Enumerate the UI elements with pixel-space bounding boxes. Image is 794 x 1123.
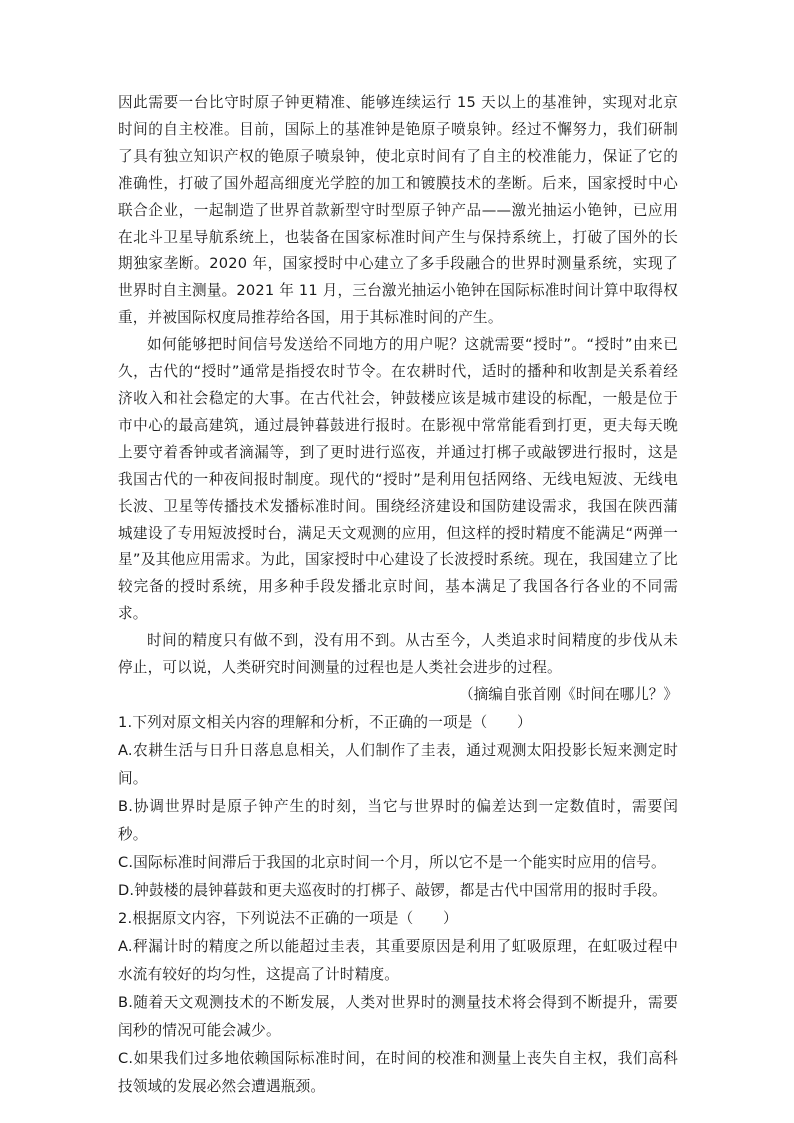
question-1-option-c: C.国际标准时间滞后于我国的北京时间一个月，所以它不是一个能实时应用的信号。 (118, 853, 666, 871)
question-2-option-c: C.如果我们过多地依赖国际标准时间，在时间的校准和测量上丧失自主权，我们高科技领域的发展必然会遭遇瓶颈。 (118, 1049, 678, 1095)
question-1 (118, 709, 678, 905)
document-page (118, 90, 678, 1101)
question-2 (118, 905, 678, 1101)
question-2-option-b: B.随着天文观测技术的不断发展，人类对世界时的测量技术将会得到不断提升，需要闰秒的情况可能会减少。 (118, 993, 678, 1039)
question-2-option-a: A.秤漏计时的精度之所以能超过圭表，其重要原因是利用了虹吸原理，在虹吸过程中水流有较好的均匀性，这提高了计时精度。 (118, 937, 678, 983)
question-2-stem: 2.根据原文内容，下列说法不正确的一项是（ ） (118, 909, 458, 927)
question-1-option-d: D.钟鼓楼的晨钟暮鼓和更夫巡夜时的打梆子、敲锣，都是古代中国常用的报时手段。 (118, 881, 667, 899)
article-source: （摘编自张首刚《时间在哪儿？》 (459, 685, 678, 703)
article-paragraph-1: 因此需要一台比守时原子钟更精准、能够连续运行 15 天以上的基准钟，实现对北京时间的自主校准。目前，国际上的基准钟是铯原子喷泉钟。经过不懈努力，我们研制了具有独立知识产权的铯原子喷泉钟，使北京时间有了自主的校准能力，保证了它的准确性，打破了国外超高细度光学腔的加工和镀膜技术的垄断。后来，国家授时中心联合企业，一起制造了世界首款新型守时型原子钟产品——激光抽运小铯钟，已应用在北斗卫星导航系统上，也装备在国家标准时间产生与保持系统上，打破了国外的长期独家垄断。2020 年，国家授时中心建立了多手段融合的世界时测量系统，实现了世界时自主测量。2021 年 11 月，三台激光抽运小铯钟在国际标准时间计算中取得权重，并被国际权度局推荐给各国，用于其标准时间的产生。 (118, 94, 678, 327)
article-paragraph-2: 如何能够把时间信号发送给不同地方的用户呢？这就需要“授时”。“授时”由来已久，古代的“授时”通常是指授农时节令。在农耕时代，适时的播种和收割是关系着经济收入和社会稳定的大事。在古代社会，钟鼓楼应该是城市建设的标配，一般是位于市中心的最高建筑，通过晨钟暮鼓进行报时。在影视中常常能看到打更，更夫每天晚上要守着香钟或者滴漏等，到了更时进行巡夜，并通过打梆子或敲锣进行报时，这是我国古代的一种夜间报时制度。现代的“授时”是利用包括网络、无线电短波、无线电长波、卫星等传播技术发播标准时间。围绕经济建设和国防建设需求，我国在陕西蒲城建设了专用短波授时台，满足天文观测的应用，但这样的授时精度不能满足“两弹一星”及其他应用需求。为此，国家授时中心建设了长波授时系统。现在，我国建立了比较完备的授时系统，用多种手段发播北京时间，基本满足了我国各行各业的不同需求。 (118, 336, 678, 623)
question-1-option-a: A.农耕生活与日升日落息息相关，人们制作了圭表，通过观测太阳投影长短来测定时间。 (118, 741, 678, 787)
question-1-option-b: B.协调世界时是原子钟产生的时刻，当它与世界时的偏差达到一定数值时，需要闰秒。 (118, 797, 678, 843)
article-paragraph-3: 时间的精度只有做不到，没有用不到。从古至今，人类追求时间精度的步伐从未停止，可以说，人类研究时间测量的过程也是人类社会进步的过程。 (118, 632, 678, 677)
question-1-stem: 1.下列对原文相关内容的理解和分析，不正确的一项是（ ） (118, 713, 532, 731)
